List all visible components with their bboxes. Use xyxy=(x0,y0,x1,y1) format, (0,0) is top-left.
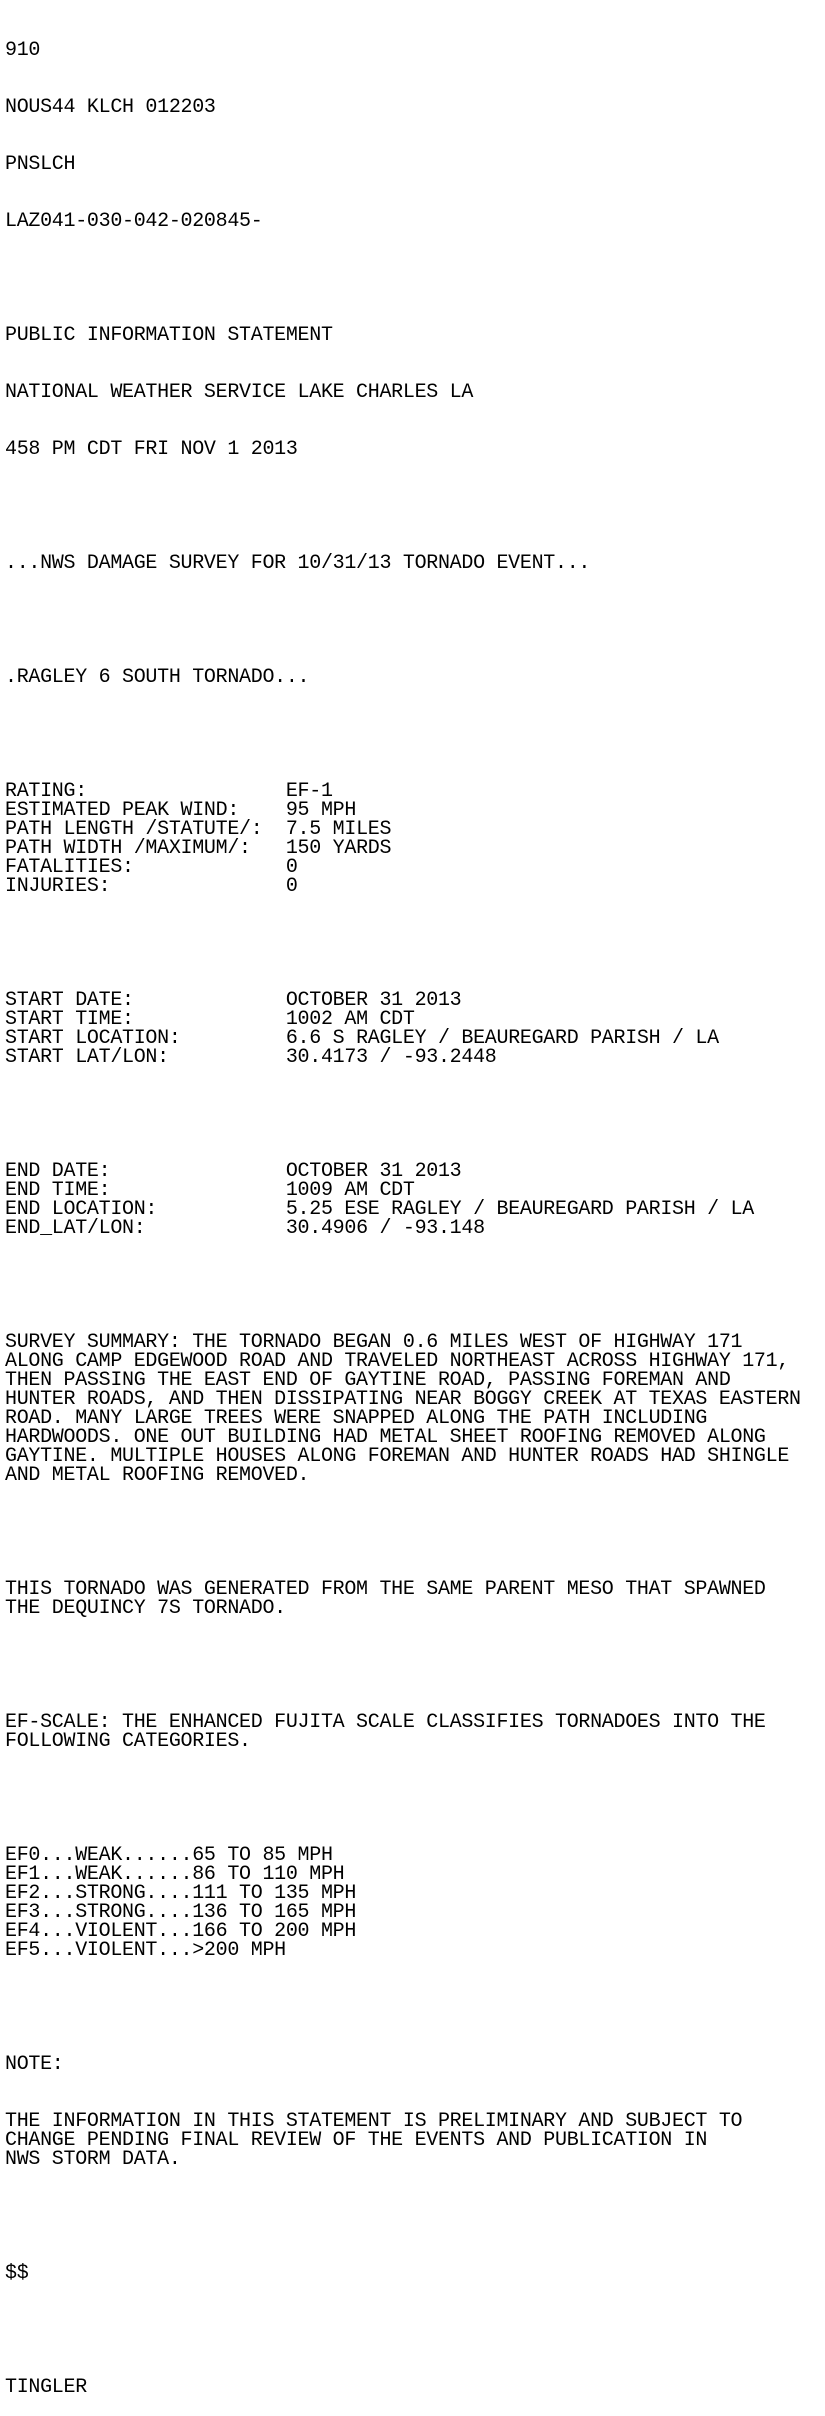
text-line: EF3...STRONG....136 TO 165 MPH xyxy=(5,1901,357,1924)
text-line: FOLLOWING CATEGORIES. xyxy=(5,1730,251,1753)
section-title: .RAGLEY 6 SOUTH TORNADO... xyxy=(5,666,310,689)
field-value: 7.5 MILES xyxy=(285,818,392,841)
blank-line xyxy=(5,1656,801,1675)
field-value: 150 YARDS xyxy=(285,837,392,860)
text-line: THE INFORMATION IN THIS STATEMENT IS PRELIMINARY AND SUBJECT TO xyxy=(5,2110,743,2133)
blank-line xyxy=(5,1998,801,2017)
field-row xyxy=(5,1048,801,1067)
wmo-number: 910 xyxy=(5,39,41,62)
blank-line xyxy=(5,1276,801,1295)
field-label: START LAT/LON: xyxy=(5,1046,286,1069)
author: TINGLER xyxy=(5,2376,87,2399)
field-value: 1002 AM CDT xyxy=(285,1008,415,1031)
text-line: EF-SCALE: THE ENHANCED FUJITA SCALE CLASSIFIES TORNADOES INTO THE xyxy=(5,1711,766,1734)
issue-time: 458 PM CDT FRI NOV 1 2013 xyxy=(5,438,298,461)
end-marker: $$ xyxy=(5,2262,29,2285)
issuing-office: NATIONAL WEATHER SERVICE LAKE CHARLES LA xyxy=(5,381,474,404)
field-label: PATH LENGTH /STATUTE/: xyxy=(5,818,286,841)
headline: ...NWS DAMAGE SURVEY FOR 10/31/13 TORNADO EVENT... xyxy=(5,552,591,575)
text-line: EF0...WEAK......65 TO 85 MPH xyxy=(5,1844,333,1867)
blank-line xyxy=(5,725,801,744)
field-label: END LOCATION: xyxy=(5,1198,286,1221)
field-value: 0 xyxy=(285,856,298,879)
blank-line xyxy=(5,934,801,953)
zone-codes: LAZ041-030-042-020845- xyxy=(5,210,263,233)
text-line: EF1...WEAK......86 TO 110 MPH xyxy=(5,1863,345,1886)
field-value: EF-1 xyxy=(285,780,333,803)
text-line: THEN PASSING THE EAST END OF GAYTINE ROAD, PASSING FOREMAN AND xyxy=(5,1369,731,1392)
field-label: END TIME: xyxy=(5,1179,286,1202)
text-line: NWS STORM DATA. xyxy=(5,2148,181,2171)
public-information-statement xyxy=(5,3,801,2416)
field-value: OCTOBER 31 2013 xyxy=(285,1160,462,1183)
text-line: ALONG CAMP EDGEWOOD ROAD AND TRAVELED NORTHEAST ACROSS HIGHWAY 171, xyxy=(5,1350,790,1373)
text-line: THIS TORNADO WAS GENERATED FROM THE SAME PARENT MESO THAT SPAWNED xyxy=(5,1578,766,1601)
field-label: START TIME: xyxy=(5,1008,286,1031)
text-line: AND METAL ROOFING REMOVED. xyxy=(5,1464,310,1487)
field-label: END_LAT/LON: xyxy=(5,1217,286,1240)
field-row xyxy=(5,1219,801,1238)
text-line: ROAD. MANY LARGE TREES WERE SNAPPED ALONG THE PATH INCLUDING xyxy=(5,1407,708,1430)
text-line: GAYTINE. MULTIPLE HOUSES ALONG FOREMAN AND HUNTER ROADS HAD SHINGLE xyxy=(5,1445,790,1468)
text-line: EF2...STRONG....111 TO 135 MPH xyxy=(5,1882,357,1905)
field-label: ESTIMATED PEAK WIND: xyxy=(5,799,286,822)
field-label: PATH WIDTH /MAXIMUM/: xyxy=(5,837,286,860)
note-label: NOTE: xyxy=(5,2053,64,2076)
blank-line xyxy=(5,2321,801,2340)
field-label: START LOCATION: xyxy=(5,1027,286,1050)
field-value: 1009 AM CDT xyxy=(285,1179,415,1202)
end-details xyxy=(5,1162,801,1238)
blank-line xyxy=(5,1523,801,1542)
blank-line xyxy=(5,611,801,630)
wmo-heading: NOUS44 KLCH 012203 xyxy=(5,96,216,119)
text-line: CHANGE PENDING FINAL REVIEW OF THE EVENTS AND PUBLICATION IN xyxy=(5,2129,708,2152)
field-row xyxy=(5,877,801,896)
field-label: FATALITIES: xyxy=(5,856,286,879)
blank-line xyxy=(5,1789,801,1808)
ef-scale-intro xyxy=(5,1713,801,1751)
blank-line xyxy=(5,1105,801,1124)
field-label: RATING: xyxy=(5,780,286,803)
start-details xyxy=(5,991,801,1067)
tornado-stats xyxy=(5,782,801,896)
field-value: OCTOBER 31 2013 xyxy=(285,989,462,1012)
survey-summary xyxy=(5,1333,801,1485)
note-text xyxy=(5,2112,801,2169)
blank-line xyxy=(5,269,801,288)
field-value: 0 xyxy=(285,875,298,898)
field-value: 30.4173 / -93.2448 xyxy=(285,1046,497,1069)
field-label: INJURIES: xyxy=(5,875,286,898)
text-line: SURVEY SUMMARY: THE TORNADO BEGAN 0.6 MILES WEST OF HIGHWAY 171 xyxy=(5,1331,743,1354)
meso-note xyxy=(5,1580,801,1618)
blank-line xyxy=(5,497,801,516)
ef-scale-table xyxy=(5,1846,801,1960)
awips-id: PNSLCH xyxy=(5,153,76,176)
field-label: END DATE: xyxy=(5,1160,286,1183)
field-value: 30.4906 / -93.148 xyxy=(285,1217,485,1240)
field-value: 95 MPH xyxy=(285,799,357,822)
field-label: START DATE: xyxy=(5,989,286,1012)
field-value: 5.25 ESE RAGLEY / BEAUREGARD PARISH / LA xyxy=(285,1198,754,1221)
product-title: PUBLIC INFORMATION STATEMENT xyxy=(5,324,333,347)
text-line: EF5...VIOLENT...>200 MPH xyxy=(5,1939,286,1962)
text-line: HUNTER ROADS, AND THEN DISSIPATING NEAR BOGGY CREEK AT TEXAS EASTERN xyxy=(5,1388,801,1411)
text-line: EF4...VIOLENT...166 TO 200 MPH xyxy=(5,1920,357,1943)
text-line: HARDWOODS. ONE OUT BUILDING HAD METAL SHEET ROOFING REMOVED ALONG xyxy=(5,1426,766,1449)
field-value: 6.6 S RAGLEY / BEAUREGARD PARISH / LA xyxy=(285,1027,719,1050)
blank-line xyxy=(5,2207,801,2226)
text-line: THE DEQUINCY 7S TORNADO. xyxy=(5,1597,286,1620)
